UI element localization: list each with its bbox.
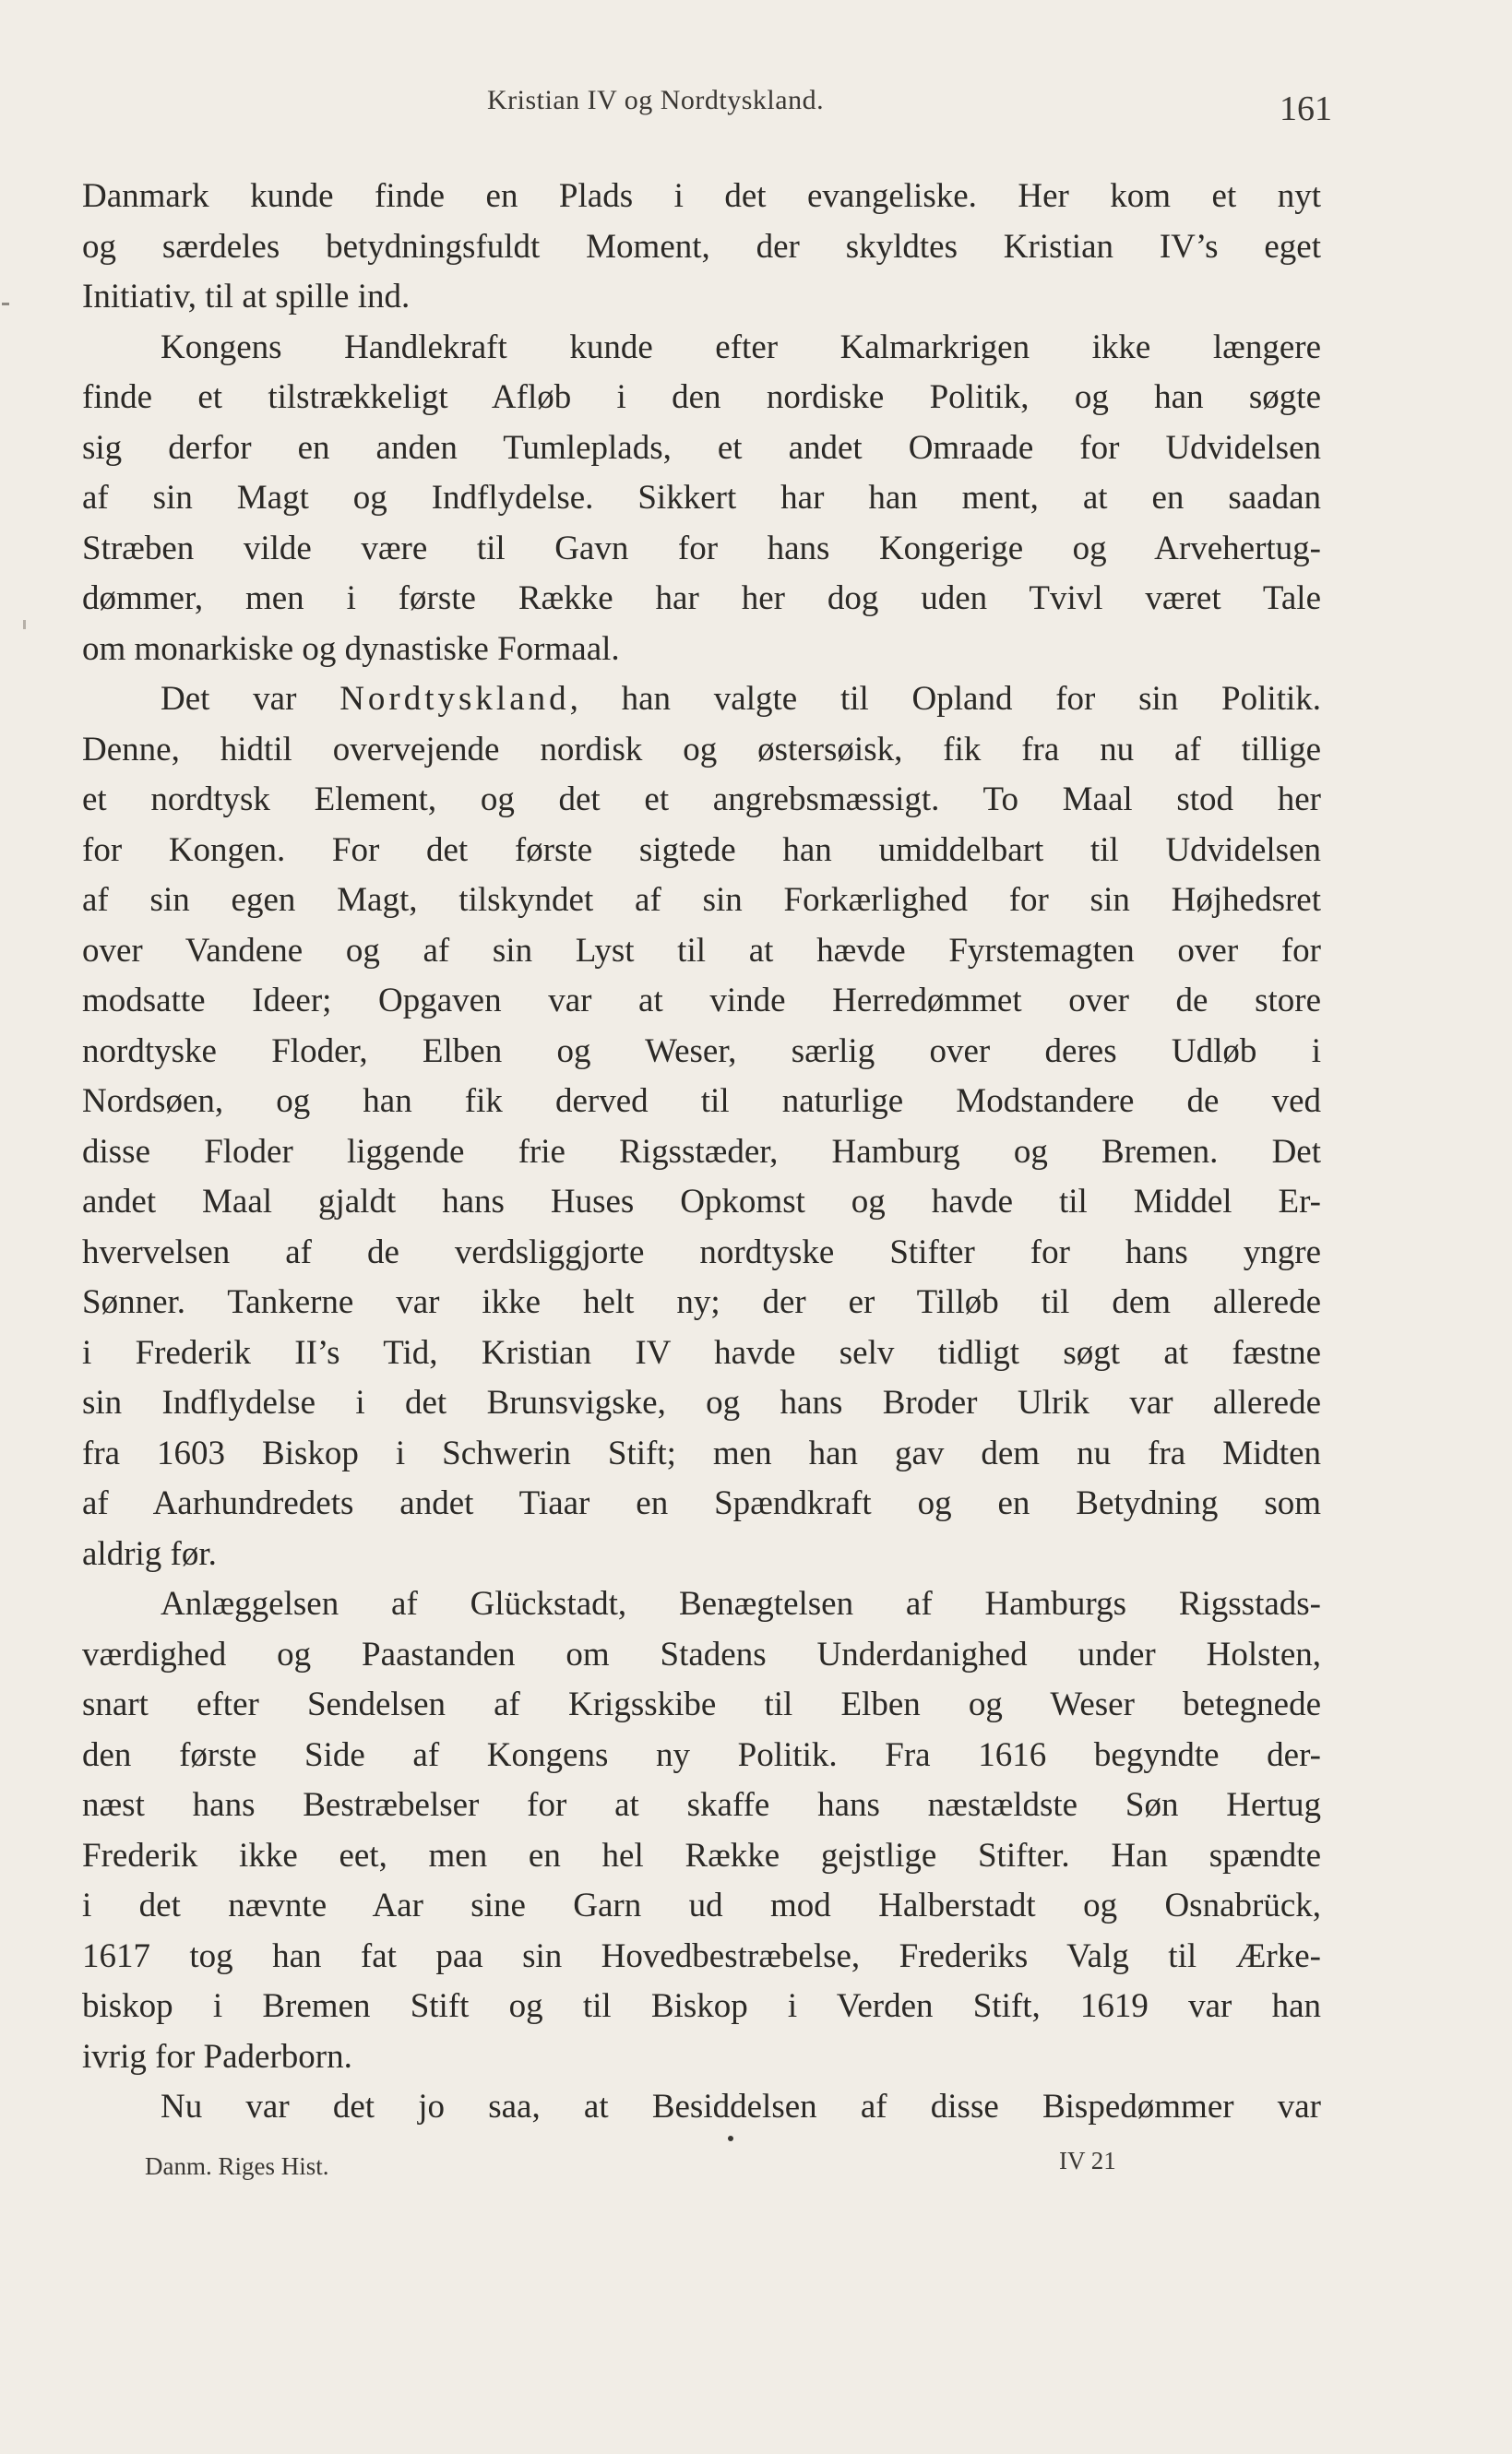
text-line: værdighed og Paastanden om Stadens Underdanighed under Holsten, — [82, 1635, 1321, 1674]
spaced-emphasis: Nordtyskland — [339, 680, 570, 718]
text-line: sin Indflydelse i det Brunsvigske, og hans Broder Ulrik var allerede — [82, 1384, 1321, 1422]
text-line: Stræben vilde være til Gavn for hans Kongerige og Arvehertug- — [82, 529, 1321, 567]
printer-mark-dot — [728, 2136, 733, 2141]
paragraph-start-line: Kongens Handlekraft kunde efter Kalmarkrigen ikke længere — [161, 328, 1321, 366]
signature-mark: Danm. Riges Hist. — [145, 2152, 329, 2180]
text-line: aldrig før. — [82, 1534, 217, 1573]
text-line: Initiativ, til at spille ind. — [82, 278, 411, 316]
text-line: disse Floder liggende frie Rigsstæder, Hamburg og Bremen. Det — [82, 1132, 1321, 1171]
text-line: af Aarhundredets andet Tiaar en Spændkraft og en Betydning som — [82, 1484, 1321, 1522]
text-line: næst hans Bestræbelser for at skaffe hans næstældste Søn Hertug — [82, 1786, 1321, 1824]
signature-number: IV 21 — [1059, 2147, 1116, 2174]
text-line: biskop i Bremen Stift og til Biskop i Verden Stift, 1619 var han — [82, 1987, 1321, 2025]
margin-mark — [23, 620, 26, 629]
text-line: finde et tilstrækkeligt Afløb i den nordiske Politik, og han søgte — [82, 378, 1321, 416]
text-line: for Kongen. For det første sigtede han umiddelbart til Udvidelsen — [82, 830, 1321, 869]
text-line: et nordtysk Element, og det et angrebsmæssigt. To Maal stod her — [82, 780, 1321, 818]
running-title: Kristian IV og Nordtyskland. — [487, 85, 825, 115]
text-line: Nordsøen, og han fik derved til naturlige Modstandere de ved — [82, 1082, 1321, 1120]
text-run: , han valgte til Opland for sin Politik. — [569, 680, 1322, 718]
text-line: fra 1603 Biskop i Schwerin Stift; men han gav dem nu fra Midten — [82, 1434, 1321, 1472]
text-line: den første Side af Kongens ny Politik. Fra 1616 begyndte der- — [82, 1735, 1321, 1774]
text-line: af sin Magt og Indflydelse. Sikkert har han ment, at en saadan — [82, 479, 1321, 517]
text-line: Danmark kunde finde en Plads i det evangeliske. Her kom et nyt — [82, 177, 1321, 215]
text-line: dømmer, men i første Række har her dog uden Tvivl været Tale — [82, 579, 1321, 617]
text-line: snart efter Sendelsen af Krigsskibe til Elben og Weser betegnede — [82, 1686, 1321, 1723]
text-line: andet Maal gjaldt hans Huses Opkomst og havde til Middel Er- — [82, 1183, 1321, 1221]
text-line: Sønner. Tankerne var ikke helt ny; der er Tilløb til dem allerede — [82, 1283, 1321, 1321]
text-line: og særdeles betydningsfuldt Moment, der skyldtes Kristian IV’s eget — [82, 227, 1321, 266]
text-line: hvervelsen af de verdsliggjorte nordtyske Stifter for hans yngre — [82, 1233, 1321, 1271]
paragraph-start-line — [82, 674, 1321, 725]
text-line: Denne, hidtil overvejende nordisk og østersøisk, fik fra nu af tillige — [82, 730, 1321, 768]
text-line: sig derfor en anden Tumleplads, et andet Omraade for Udvidelsen — [82, 428, 1321, 467]
page-number: 161 — [1280, 89, 1332, 128]
paragraph-start-line: Anlæggelsen af Glückstadt, Benægtelsen af Hamburgs Rigsstads- — [161, 1585, 1321, 1623]
text-line: modsatte Ideer; Opgaven var at vinde Herredømmet over de store — [82, 982, 1321, 1019]
body-text — [82, 172, 1321, 2133]
text-line: nordtyske Floder, Elben og Weser, særlig over deres Udløb i — [82, 1031, 1321, 1070]
text-line: Frederik ikke eet, men en hel Række gejstlige Stifter. Han spændte — [82, 1836, 1321, 1875]
text-line: i Frederik II’s Tid, Kristian IV havde selv tidligt søgt at fæstne — [82, 1333, 1321, 1372]
text-line: over Vandene og af sin Lyst til at hævde Fyrstemagten over for — [82, 931, 1321, 970]
text-line: af sin egen Magt, tilskyndet af sin Forkærlighed for sin Højhedsret — [82, 881, 1321, 919]
text-line: i det nævnte Aar sine Garn ud mod Halberstadt og Osnabrück, — [82, 1887, 1321, 1924]
text-line: 1617 tog han fat paa sin Hovedbestræbelse, Frederiks Valg til Ærke- — [82, 1936, 1321, 1975]
text-run: Det var — [161, 680, 340, 718]
text-line: ivrig for Paderborn. — [82, 2037, 352, 2076]
margin-mark — [2, 303, 9, 305]
paragraph-start-line: Nu var det jo saa, at Besiddelsen af disse Bispedømmer var — [161, 2088, 1321, 2126]
text-line: om monarkiske og dynastiske Formaal. — [82, 629, 620, 668]
